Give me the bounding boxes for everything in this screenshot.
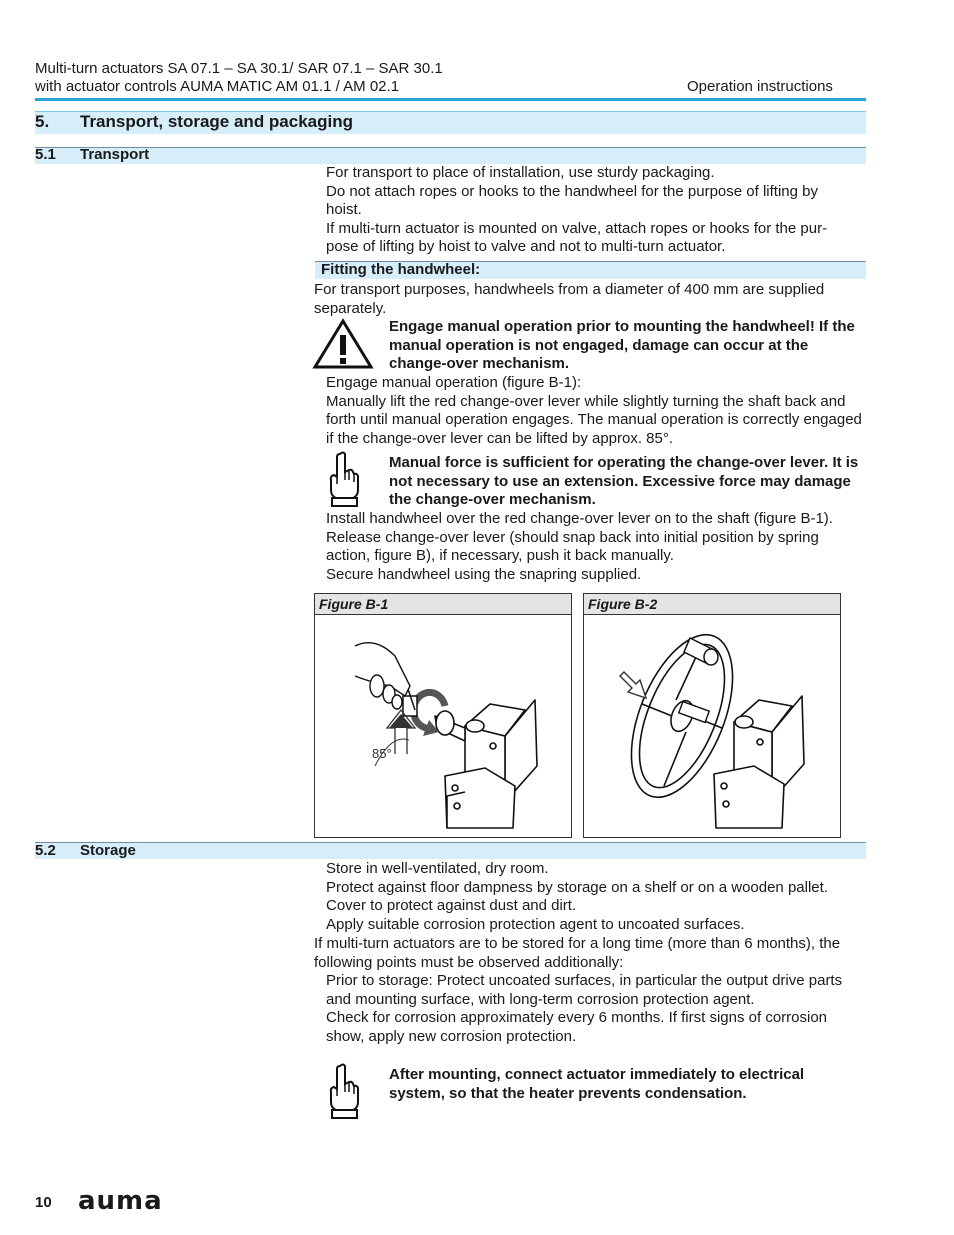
figure-b1-drawing [315,616,571,836]
handwheel-intro: For transport purposes, handwheels from a diameter of 400 mm are supplied separately. [314,281,825,317]
section-5-2-title: Storage [80,842,136,859]
list-item: Engage manual operation (figure B-1): [326,374,582,391]
long-storage-list [326,972,866,1046]
angle-label: 85° [372,746,392,761]
install-steps-list [326,510,866,584]
list-item: Protect against floor dampness by storage on a shelf or on a wooden pallet. [326,878,828,896]
figure-b2 [583,593,841,838]
warning-text: Engage manual operation prior to mounting the handwheel! If the manual operation is not engaged, damage can occur at the change-over mechanism. [389,318,855,373]
pointing-hand-icon [326,1062,360,1125]
section-5-1-heading [35,147,149,163]
figure-b2-title: Figure B-2 [584,594,840,615]
list-item: Apply suitable corrosion protection agent to uncoated surfaces. [326,915,745,933]
doc-header-right: Operation instructions [687,78,833,95]
page-number: 10 [35,1194,52,1211]
list-item: Cover to protect against dust and dirt. [326,897,577,915]
list-item: Do not attach ropes or hooks to the handwheel for the purpose of lifting by hoist. [326,182,818,219]
list-item: Release change-over lever (should snap back into initial position by spring action, figure B), if necessary, push it back manually. [326,528,819,565]
section-5-2-heading [35,843,136,859]
section-5-1-bar [35,147,866,164]
storage-note-text: After mounting, connect actuator immediately to electrical system, so that the heater prevents condensation. [389,1066,805,1102]
doc-header-line2: with actuator controls AUMA MATIC AM 01.1 / AM 02.1 [35,78,400,95]
auma-logo: auma [78,1186,163,1216]
section-5-number: 5. [35,112,50,131]
list-item: Install handwheel over the red change-over lever on to the shaft (figure B-1). [326,510,833,527]
figure-b2-drawing [584,616,840,836]
header-rule [35,98,866,101]
section-5-1-title: Transport [80,146,150,163]
list-item: For transport to place of installation, use sturdy packaging. [326,164,715,181]
transport-list [326,164,856,257]
section-5-2-number: 5.2 [35,842,56,859]
list-item: Check for corrosion approximately every 6 months. If first signs of corrosion show, apply new corrosion protection. [326,1009,828,1045]
list-item: Secure handwheel using the snapring supplied. [326,565,642,583]
figure-b1-title: Figure B-1 [315,594,571,615]
warning-triangle-icon [312,318,374,375]
handwheel-subheading: Fitting the handwheel: [321,261,481,278]
list-item: Prior to storage: Protect uncoated surfaces, in particular the output drive parts and mounting surface, with long-term corrosion protection agent. [326,972,843,1008]
storage-list [326,860,866,934]
section-5-title: Transport, storage and packaging [80,112,354,131]
figure-b1 [314,593,572,838]
doc-header-line1: Multi-turn actuators SA 07.1 – SA 30.1/ SAR 07.1 – SAR 30.1 [35,60,443,77]
storage-intro: If multi-turn actuators are to be stored for a long time (more than 6 months), the following points must be observed additionally: [314,935,841,971]
list-item: Manually lift the red change-over lever while slightly turning the shaft back and forth until manual operation engages. The manual operation is correctly engaged if the change-over lever can be lifted by approx. 85°. [326,392,862,447]
list-item: If multi-turn actuator is mounted on valve, attach ropes or hooks for the pur-pose of lifting by hoist to valve and not to multi-turn actuator. [326,219,828,256]
section-5-1-number: 5.1 [35,146,56,163]
section-5-heading [35,112,353,132]
section-5-2-bar [35,842,866,859]
engage-steps-list [326,374,866,448]
note-text: Manual force is sufficient for operating the change-over lever. It is not necessary to use an extension. Excessive force may damage the change-over mechanism. [389,454,859,509]
pointing-hand-icon [326,450,360,513]
list-item: Store in well-ventilated, dry room. [326,860,549,877]
